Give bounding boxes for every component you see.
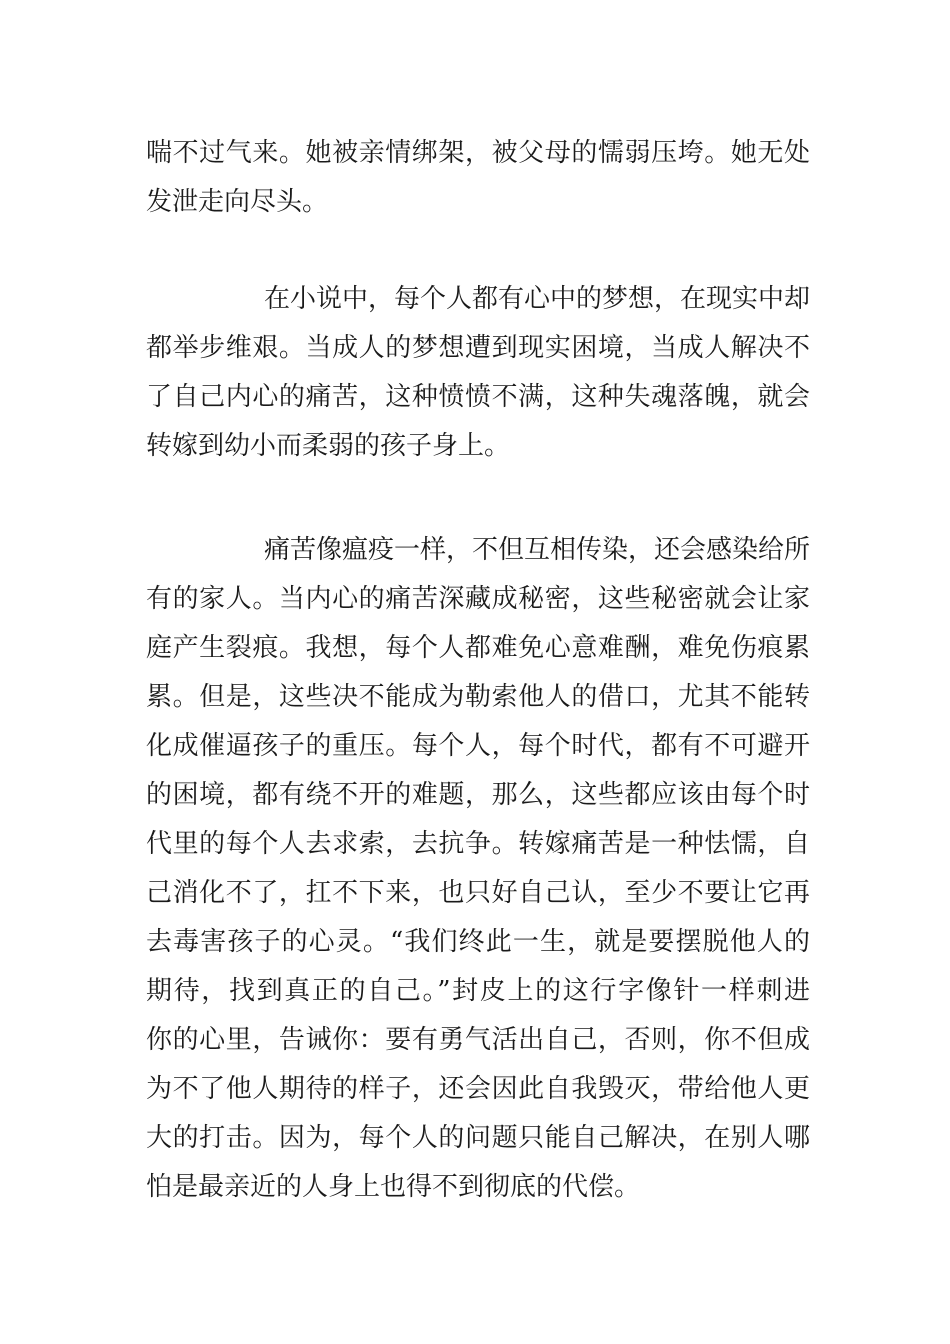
paragraph-line: 大的打击。因为，每个人的问题只能自己解决，在别人哪 bbox=[146, 1123, 810, 1153]
paragraph-line: 你的心里，告诫你：要有勇气活出自己，否则，你不但成 bbox=[146, 1025, 810, 1055]
paragraph-line: 发泄走向尽头。 bbox=[146, 187, 329, 217]
paragraph-line: 了自己内心的痛苦，这种愤愤不满，这种失魂落魄，就会 bbox=[146, 382, 810, 412]
paragraph-line: 转嫁到幼小而柔弱的孩子身上。 bbox=[146, 431, 511, 461]
paragraph-2 bbox=[146, 275, 810, 471]
paragraph-line: 化成催逼孩子的重压。每个人，每个时代，都有不可避开 bbox=[146, 731, 810, 761]
paragraph-line: 为不了他人期待的样子，还会因此自我毁灭，带给他人更 bbox=[146, 1074, 810, 1104]
paragraph-line: 怕是最亲近的人身上也得不到彻底的代偿。 bbox=[146, 1172, 641, 1202]
paragraph-line: 期待，找到真正的自己。”封皮上的这行字像针一样刺进 bbox=[146, 976, 810, 1006]
paragraph-line: 都举步维艰。当成人的梦想遭到现实困境，当成人解决不 bbox=[146, 333, 810, 363]
paragraph-line: 累。但是，这些决不能成为勒索他人的借口，尤其不能转 bbox=[146, 682, 810, 712]
paragraph-1 bbox=[146, 129, 810, 227]
paragraph-line: 去毒害孩子的心灵。“我们终此一生，就是要摆脱他人的 bbox=[146, 927, 810, 957]
paragraph-line: 痛苦像瘟疫一样，不但互相传染，还会感染给所 bbox=[264, 535, 810, 565]
paragraph-line: 有的家人。当内心的痛苦深藏成秘密，这些秘密就会让家 bbox=[146, 584, 810, 614]
paragraph-line: 己消化不了，扛不下来，也只好自己认，至少不要让它再 bbox=[146, 878, 810, 908]
paragraph-line: 庭产生裂痕。我想，每个人都难免心意难酬，难免伤痕累 bbox=[146, 633, 810, 663]
paragraph-line: 的困境，都有绕不开的难题，那么，这些都应该由每个时 bbox=[146, 780, 810, 810]
paragraph-line: 喘不过气来。她被亲情绑架，被父母的懦弱压垮。她无处 bbox=[146, 138, 810, 168]
paragraph-3 bbox=[146, 526, 810, 1212]
paragraph-line: 在小说中，每个人都有心中的梦想，在现实中却 bbox=[264, 284, 810, 314]
paragraph-line: 代里的每个人去求索，去抗争。转嫁痛苦是一种怯懦，自 bbox=[146, 829, 810, 859]
